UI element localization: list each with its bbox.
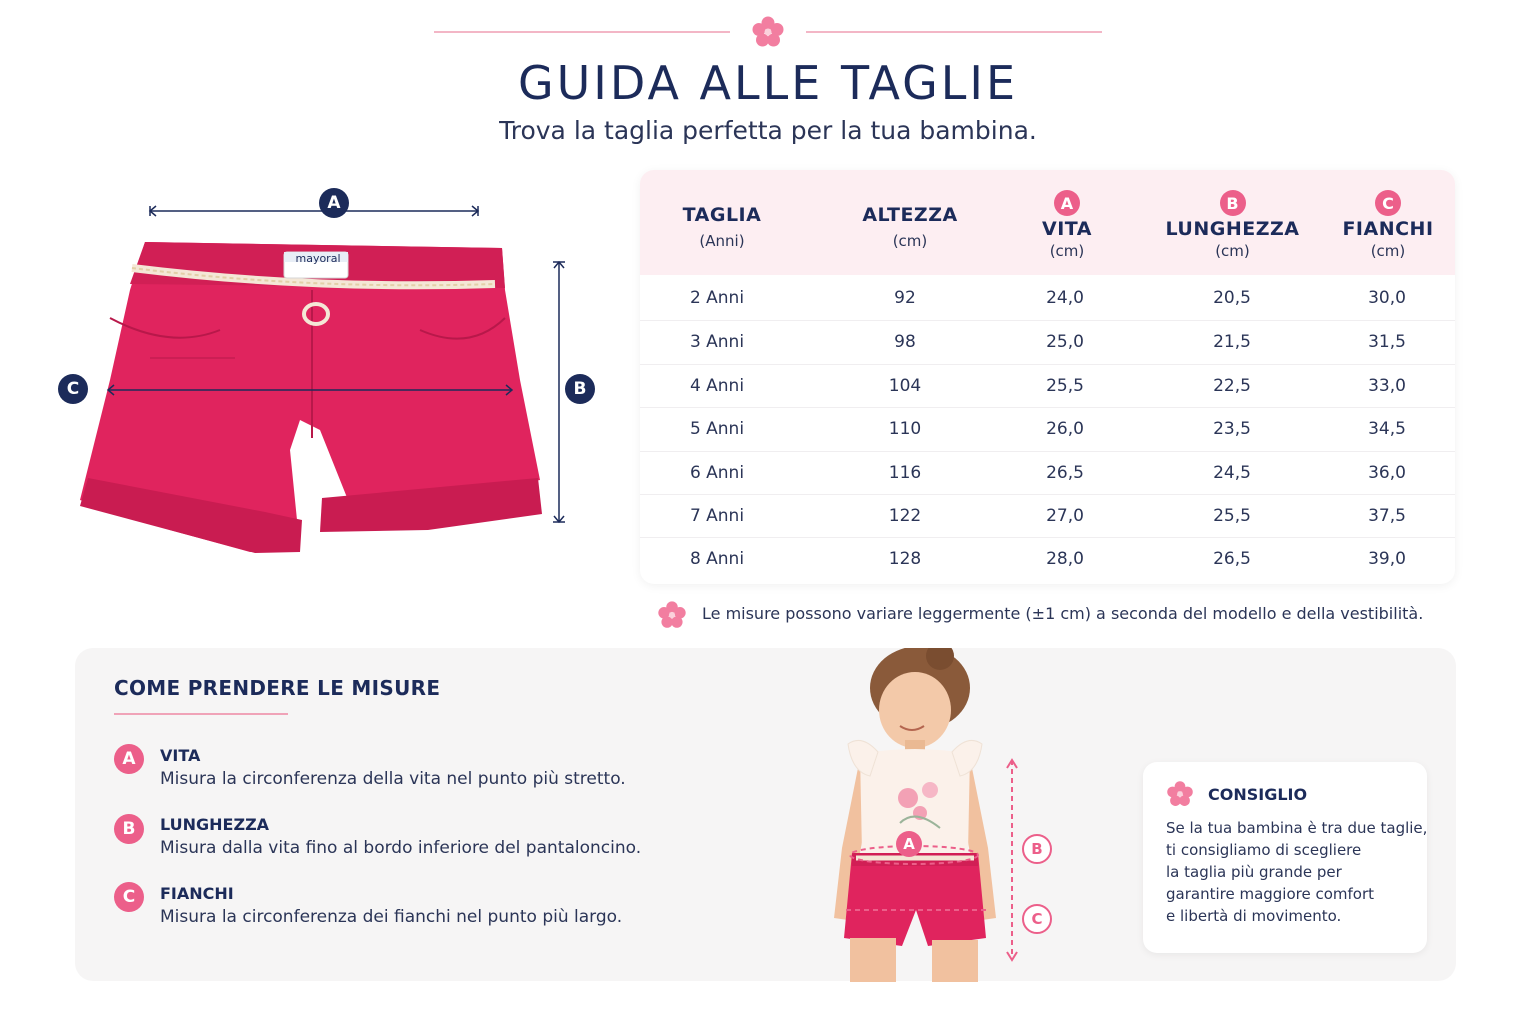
measurement-note: Le misure possono variare leggermente (±1 cm) a seconda del modello e della vestibilità. bbox=[702, 604, 1424, 623]
col-header-waist: A VITA (cm) bbox=[1007, 190, 1127, 260]
table-cell: 39,0 bbox=[1368, 549, 1406, 570]
badge-a: A bbox=[1054, 190, 1080, 216]
col-header-size: TAGLIA (Anni) bbox=[682, 204, 762, 250]
table-row bbox=[640, 494, 1455, 538]
table-row bbox=[640, 320, 1455, 364]
child-marker-b: B bbox=[1022, 834, 1052, 864]
table-cell: 27,0 bbox=[1046, 506, 1084, 526]
size-table bbox=[640, 170, 1455, 584]
table-cell: 24,5 bbox=[1213, 462, 1251, 483]
tip-title: CONSIGLIO bbox=[1208, 785, 1308, 804]
step-badge-c: C bbox=[114, 882, 144, 912]
table-cell: 26,5 bbox=[1046, 462, 1084, 483]
table-cell: 30,0 bbox=[1368, 288, 1406, 308]
step-desc-waist: Misura la circonferenza della vita nel punto più stretto. bbox=[160, 769, 626, 789]
tip-flower-icon bbox=[1166, 780, 1194, 808]
table-row bbox=[640, 407, 1455, 451]
table-cell: 20,5 bbox=[1213, 288, 1251, 308]
table-cell: 116 bbox=[888, 462, 922, 483]
table-cell: 110 bbox=[888, 419, 922, 440]
tip-line: la taglia più grande per bbox=[1166, 863, 1342, 881]
table-cell: 4 Anni bbox=[689, 375, 745, 396]
page-subtitle: Trova la taglia perfetta per la tua bambina. bbox=[499, 116, 1037, 145]
howto-title: COME PRENDERE LE MISURE bbox=[114, 676, 441, 700]
table-cell: 25,5 bbox=[1046, 375, 1084, 396]
table-cell: 122 bbox=[888, 506, 922, 526]
table-cell: 26,0 bbox=[1046, 419, 1084, 440]
marker-c: C bbox=[58, 374, 88, 404]
badge-b: B bbox=[1220, 190, 1246, 216]
table-cell: 6 Anni bbox=[689, 462, 745, 483]
table-cell: 7 Anni bbox=[689, 506, 745, 526]
page-title: GUIDA ALLE TAGLIE bbox=[517, 56, 1019, 110]
table-cell: 31,5 bbox=[1368, 332, 1406, 353]
step-desc-length: Misura dalla vita fino al bordo inferiore del pantaloncino. bbox=[160, 838, 642, 858]
tip-line: e libertà di movimento. bbox=[1166, 907, 1342, 925]
header-divider-right bbox=[806, 31, 1102, 33]
table-cell: 26,5 bbox=[1213, 549, 1251, 570]
table-row bbox=[640, 277, 1455, 320]
step-title-waist: VITA bbox=[160, 746, 201, 765]
marker-a: A bbox=[319, 188, 349, 218]
table-cell: 5 Anni bbox=[689, 419, 745, 440]
tip-line: Se la tua bambina è tra due taglie, bbox=[1166, 819, 1428, 837]
shorts-body bbox=[80, 242, 542, 553]
child-model-illustration bbox=[790, 648, 1070, 982]
tip-line: ti consigliamo di scegliere bbox=[1166, 841, 1362, 859]
header-divider-left bbox=[434, 31, 730, 33]
col-header-height: ALTEZZA (cm) bbox=[862, 204, 958, 250]
waist-measure-line bbox=[150, 206, 478, 216]
step-desc-hips: Misura la circonferenza dei fianchi nel punto più largo. bbox=[160, 907, 623, 927]
table-cell: 3 Anni bbox=[689, 332, 745, 353]
table-row bbox=[640, 451, 1455, 495]
table-cell: 98 bbox=[894, 332, 916, 353]
step-title-hips: FIANCHI bbox=[160, 884, 234, 903]
table-cell: 22,5 bbox=[1213, 375, 1251, 396]
col-header-length: B LUNGHEZZA (cm) bbox=[1155, 190, 1310, 260]
table-row bbox=[640, 537, 1455, 581]
table-cell: 28,0 bbox=[1046, 549, 1084, 570]
table-row bbox=[640, 364, 1455, 408]
table-cell: 37,5 bbox=[1368, 506, 1406, 526]
flower-icon bbox=[751, 15, 785, 49]
step-badge-a: A bbox=[114, 744, 144, 774]
col-header-hips: C FIANCHI (cm) bbox=[1328, 190, 1448, 260]
table-cell: 25,5 bbox=[1213, 506, 1251, 526]
marker-b: B bbox=[565, 374, 595, 404]
shorts-diagram bbox=[50, 180, 620, 570]
brand-label: mayoral bbox=[295, 252, 341, 265]
table-cell: 104 bbox=[888, 375, 922, 396]
table-cell: 34,5 bbox=[1368, 419, 1406, 440]
table-cell: 21,5 bbox=[1213, 332, 1251, 353]
table-cell: 92 bbox=[894, 288, 916, 308]
howto-underline bbox=[114, 713, 288, 715]
child-marker-a: A bbox=[896, 831, 922, 857]
table-cell: 36,0 bbox=[1368, 462, 1406, 483]
table-cell: 24,0 bbox=[1046, 288, 1084, 308]
note-flower-icon bbox=[657, 600, 687, 630]
table-cell: 128 bbox=[888, 549, 922, 570]
table-cell: 33,0 bbox=[1368, 375, 1406, 396]
tip-line: garantire maggiore comfort bbox=[1166, 885, 1375, 903]
length-measure-line bbox=[553, 262, 565, 522]
table-cell: 25,0 bbox=[1046, 332, 1084, 353]
step-title-length: LUNGHEZZA bbox=[160, 815, 270, 834]
table-cell: 2 Anni bbox=[689, 288, 745, 308]
table-cell: 23,5 bbox=[1213, 419, 1251, 440]
badge-c: C bbox=[1375, 190, 1401, 216]
child-marker-c: C bbox=[1022, 904, 1052, 934]
step-badge-b: B bbox=[114, 814, 144, 844]
table-cell: 8 Anni bbox=[689, 549, 745, 570]
